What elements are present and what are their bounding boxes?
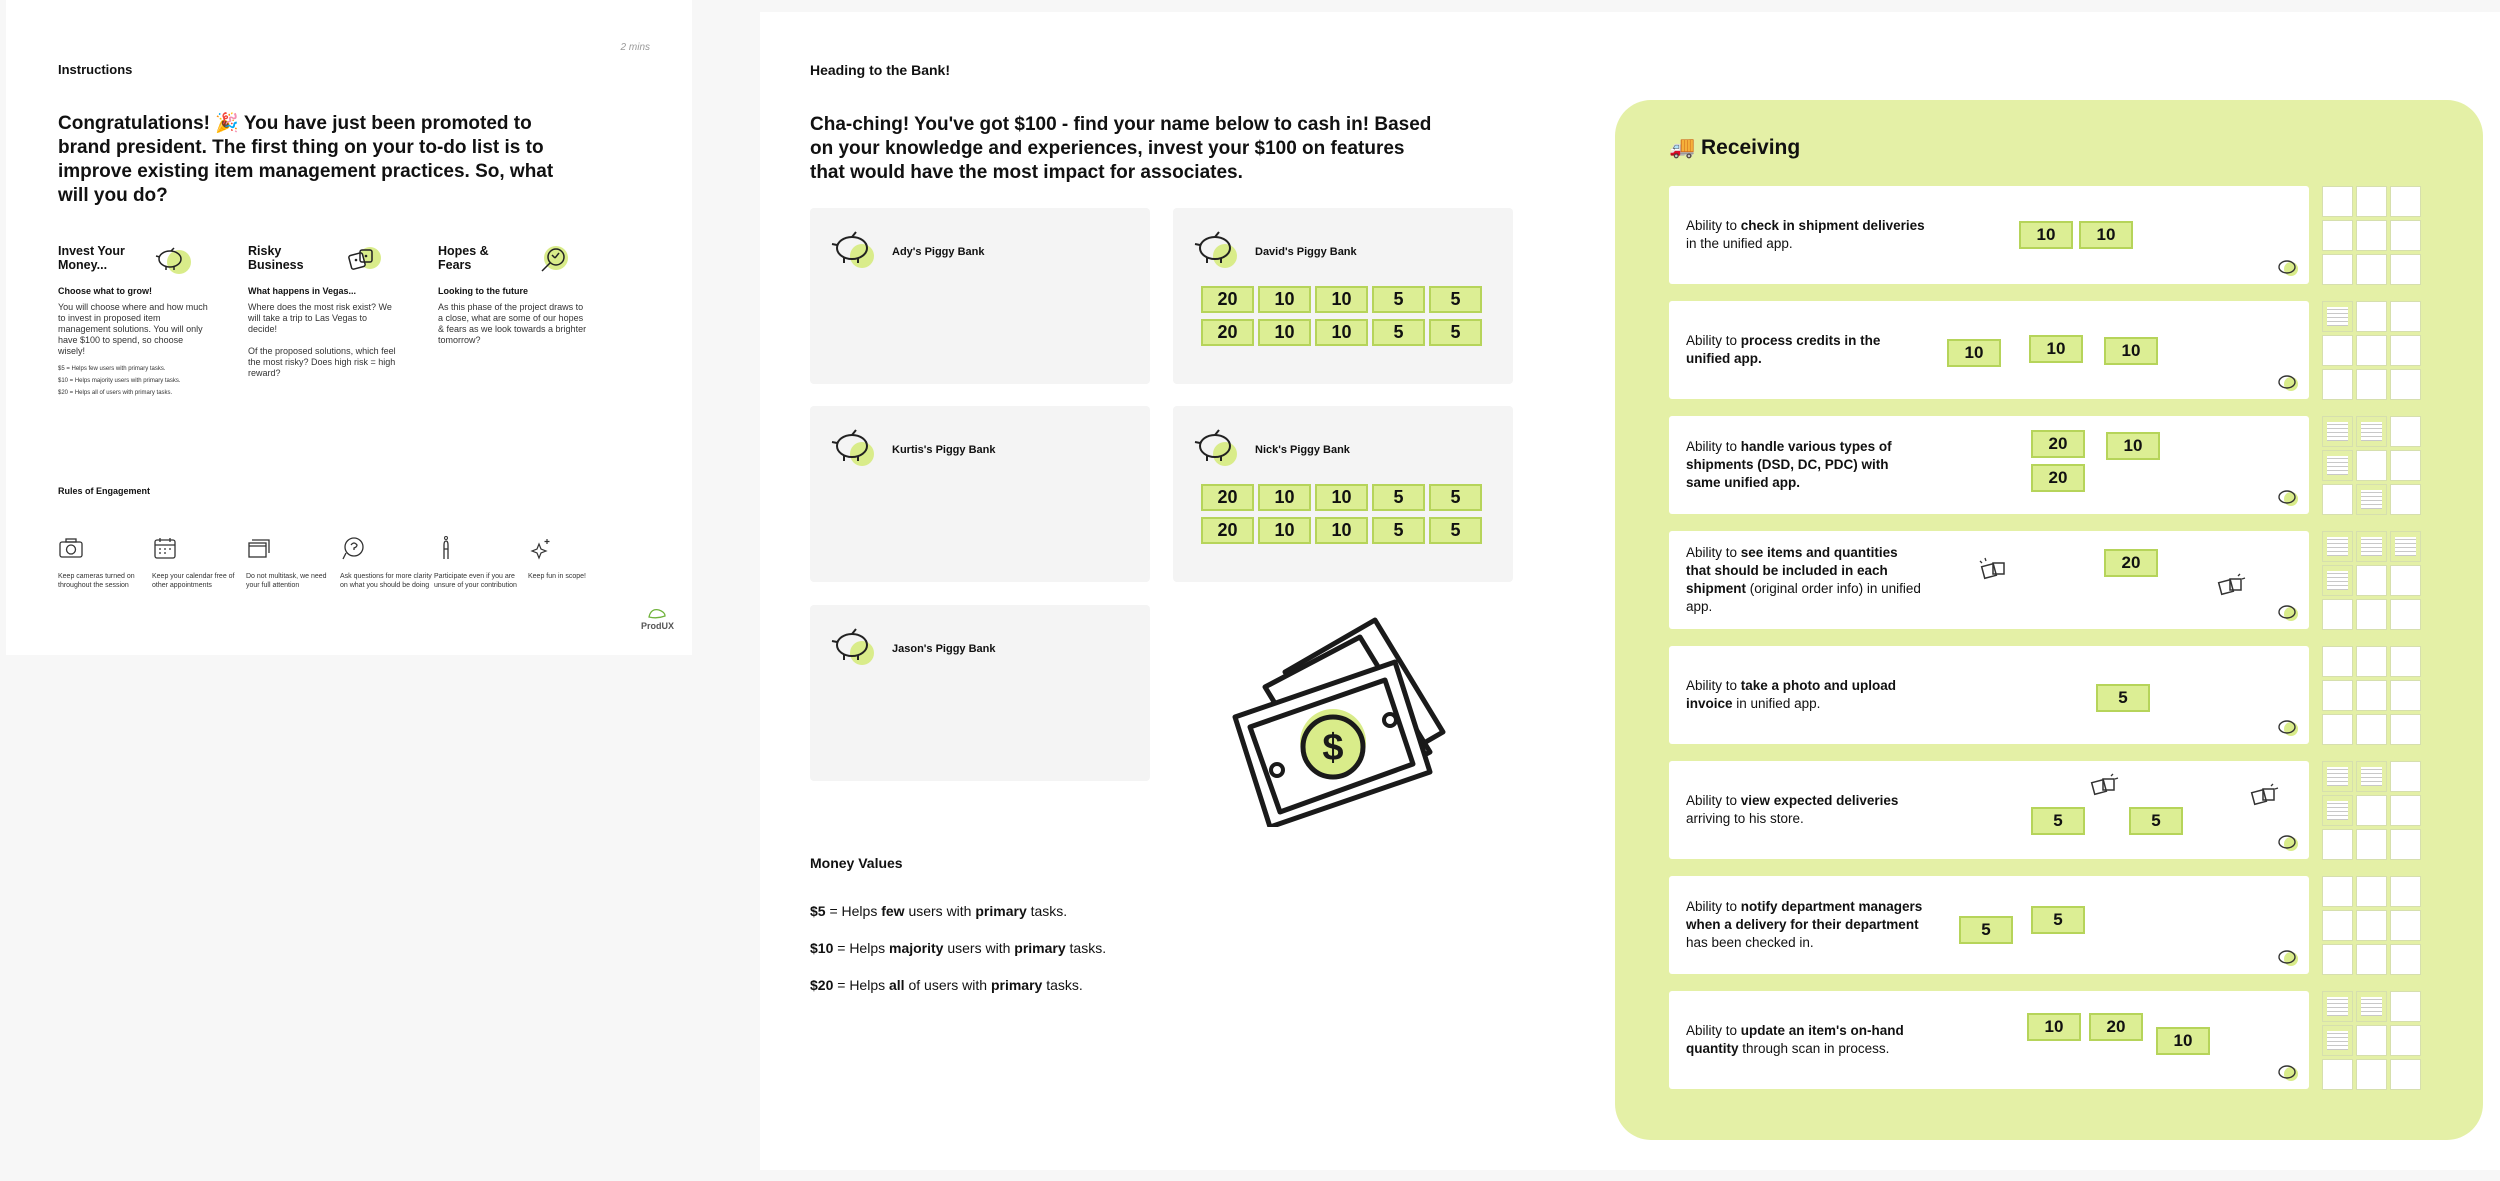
piggy-bank-card[interactable]	[810, 208, 1150, 384]
dice-icon	[2247, 781, 2281, 811]
calendar-icon	[152, 535, 178, 561]
piggy-bank-card[interactable]	[1173, 406, 1513, 582]
piggy-bank-icon	[1191, 426, 1241, 468]
coin-token[interactable]: 5	[1429, 517, 1482, 544]
coin-token[interactable]: 20	[1201, 286, 1254, 313]
piggy-bank-name: Kurtis's Piggy Bank	[892, 444, 996, 456]
column-hopes	[438, 244, 588, 346]
column-heading: Hopes & Fears	[438, 244, 489, 272]
hand-raise-icon	[434, 535, 460, 561]
rule-item	[434, 535, 526, 590]
instructions-frame	[6, 0, 692, 655]
feature-card[interactable]	[1669, 876, 2309, 974]
column-subheading: Looking to the future	[438, 286, 528, 296]
coin-token[interactable]: 10	[1315, 286, 1368, 313]
coin-token[interactable]: 5	[1429, 319, 1482, 346]
sticky-note-grid	[2322, 646, 2421, 745]
piggy-bank-icon	[2275, 716, 2301, 738]
rule-text: Ask questions for more clarity on what you should be doing	[340, 573, 432, 589]
sparkle-icon	[528, 535, 554, 561]
money-token[interactable]: 5	[2031, 906, 2085, 934]
cash-money-icon	[1225, 602, 1455, 827]
coin-token[interactable]: 5	[1429, 286, 1482, 313]
column-note: $5 = Helps few users with primary tasks.	[58, 366, 166, 372]
piggy-bank-icon	[152, 244, 192, 276]
money-token[interactable]: 10	[2079, 221, 2133, 249]
column-note: $20 = Helps all of users with primary tasks.	[58, 390, 173, 396]
coin-grid	[1201, 286, 1486, 346]
money-token[interactable]: 20	[2089, 1013, 2143, 1041]
money-token[interactable]: 10	[2029, 335, 2083, 363]
piggy-bank-name: Jason's Piggy Bank	[892, 643, 996, 655]
money-value-line: $20 = Helps all of users with primary tasks.	[810, 977, 1083, 993]
duration-label: 2 mins	[620, 42, 650, 53]
money-value-line: $10 = Helps majority users with primary tasks.	[810, 940, 1107, 956]
piggy-bank-icon	[2275, 256, 2301, 278]
rules-title: Rules of Engagement	[58, 486, 151, 496]
column-heading: Risky Business	[248, 244, 304, 272]
coin-token[interactable]: 5	[1372, 286, 1425, 313]
money-token[interactable]: 10	[2106, 432, 2160, 460]
money-token[interactable]: 5	[2129, 807, 2183, 835]
money-token[interactable]: 20	[2031, 464, 2085, 492]
piggy-bank-card[interactable]	[810, 605, 1150, 781]
sticky-note-grid	[2322, 876, 2421, 975]
money-token[interactable]: 10	[2019, 221, 2073, 249]
feature-card[interactable]	[1669, 991, 2309, 1089]
coin-token[interactable]: 10	[1258, 319, 1311, 346]
money-values-title: Money Values	[810, 855, 903, 871]
piggy-bank-icon	[2275, 601, 2301, 623]
rule-item	[58, 535, 150, 590]
receiving-board	[1615, 100, 2483, 1140]
piggy-bank-icon	[828, 426, 878, 468]
feature-card[interactable]	[1669, 186, 2309, 284]
money-token[interactable]: 20	[2104, 549, 2158, 577]
piggy-bank-icon	[2275, 371, 2301, 393]
feature-text: Ability to update an item's on-hand quantity through scan in process.	[1686, 1023, 1904, 1056]
feature-text: Ability to handle various types of shipments (DSD, DC, PDC) with same unified app.	[1686, 439, 1892, 490]
feature-card[interactable]	[1669, 531, 2309, 629]
rule-item	[340, 535, 432, 590]
coin-token[interactable]: 5	[1372, 319, 1425, 346]
dice-icon	[342, 244, 382, 276]
instructions-title: Instructions	[58, 62, 133, 77]
coin-token[interactable]: 20	[1201, 319, 1254, 346]
column-body: You will choose where and how much to invest in proposed item management solutions. You will only have $100 to spend, so choose wisely!	[58, 302, 208, 356]
coin-token[interactable]: 10	[1315, 517, 1368, 544]
money-token[interactable]: 5	[2031, 807, 2085, 835]
dice-icon	[1977, 555, 2011, 585]
piggy-bank-name: Nick's Piggy Bank	[1255, 444, 1350, 456]
rule-item	[246, 535, 338, 590]
dice-icon	[2214, 571, 2248, 601]
feature-card[interactable]	[1669, 646, 2309, 744]
piggy-bank-icon	[2275, 486, 2301, 508]
piggy-bank-icon	[1191, 228, 1241, 270]
rule-text: Keep fun in scope!	[528, 573, 586, 580]
coin-grid	[1201, 484, 1486, 544]
coin-token[interactable]: 5	[1372, 484, 1425, 511]
coin-token[interactable]: 20	[1201, 517, 1254, 544]
piggy-bank-card[interactable]	[1173, 208, 1513, 384]
column-body: As this phase of the project draws to a close, what are some of our hopes & fears as we look towards a brighter tomorrow?	[438, 302, 587, 345]
money-token[interactable]: 10	[1947, 339, 2001, 367]
rule-text: Keep cameras turned on throughout the session	[58, 573, 135, 589]
money-token[interactable]: 20	[2031, 430, 2085, 458]
brand-logo: ProdUX	[641, 607, 674, 631]
column-subheading: What happens in Vegas...	[248, 286, 357, 296]
windows-icon	[246, 535, 272, 561]
crystal-ball-icon	[532, 244, 572, 276]
feature-text: Ability to view expected deliveries arriving to his store.	[1686, 793, 1899, 826]
bank-title: Heading to the Bank!	[810, 62, 951, 78]
feature-text: Ability to take a photo and upload invoice in unified app.	[1686, 678, 1897, 711]
column-note: $10 = Helps majority users with primary tasks.	[58, 378, 181, 384]
piggy-bank-icon	[2275, 831, 2301, 853]
coin-token[interactable]: 10	[1258, 484, 1311, 511]
rule-item	[528, 535, 620, 581]
feature-text: Ability to notify department managers when a delivery for their department has been checked in.	[1686, 899, 1923, 950]
column-invest	[58, 244, 208, 398]
dice-icon	[2087, 771, 2121, 801]
rule-text: Keep your calendar free of other appointments	[152, 573, 235, 589]
bank-lead: Cha-ching! You've got $100 - find your name below to cash in! Based on your knowledge and experiences, invest your $100 on features that would have the most impact for associates.	[810, 114, 1432, 183]
money-token[interactable]: 10	[2156, 1027, 2210, 1055]
piggy-bank-icon	[828, 625, 878, 667]
feature-card[interactable]	[1669, 416, 2309, 514]
money-value-line: $5 = Helps few users with primary tasks.	[810, 903, 1068, 919]
coin-token[interactable]: 10	[1315, 319, 1368, 346]
rule-text: Participate even if you are unsure of your contribution	[434, 573, 517, 589]
coin-token[interactable]: 10	[1258, 517, 1311, 544]
sticky-note-grid	[2322, 186, 2421, 285]
camera-icon	[58, 535, 84, 561]
coin-token[interactable]: 5	[1429, 484, 1482, 511]
money-token[interactable]: 10	[2027, 1013, 2081, 1041]
sticky-note-grid	[2322, 416, 2421, 515]
coin-token[interactable]: 10	[1315, 484, 1368, 511]
feature-text: Ability to see items and quantities that should be included in each shipment (original order info) in unified app.	[1686, 545, 1921, 614]
sticky-note-grid	[2322, 301, 2421, 400]
piggy-bank-icon	[828, 228, 878, 270]
feature-text: Ability to check in shipment deliveries in the unified app.	[1686, 218, 1925, 251]
instructions-lead: Congratulations! 🎉 You have just been promoted to brand president. The first thing on your to-do list is to improve existing item management practices. So, what will you do?	[58, 113, 554, 206]
column-risky	[248, 244, 398, 379]
column-body: Where does the most risk exist? We will take a trip to Las Vegas to decide! Of the proposed solutions, which feel the most risky? Does high risk = high reward?	[248, 302, 396, 378]
piggy-bank-icon	[2275, 1061, 2301, 1083]
money-token[interactable]: 5	[2096, 684, 2150, 712]
svg-text:$: $	[1322, 727, 1344, 769]
column-heading: Invest Your Money...	[58, 244, 125, 272]
rule-text: Do not multitask, we need your full attention	[246, 573, 327, 589]
brand-leaf-icon	[645, 607, 669, 619]
piggy-bank-name: Ady's Piggy Bank	[892, 246, 985, 258]
coin-token[interactable]: 5	[1372, 517, 1425, 544]
coin-token[interactable]: 20	[1201, 484, 1254, 511]
sticky-note-grid	[2322, 991, 2421, 1090]
coin-token[interactable]: 10	[1258, 286, 1311, 313]
feature-text: Ability to process credits in the unified app.	[1686, 333, 1881, 366]
money-token[interactable]: 5	[1959, 916, 2013, 944]
feature-card[interactable]	[1669, 761, 2309, 859]
column-subheading: Choose what to grow!	[58, 286, 152, 296]
receiving-title: 🚚 Receiving	[1669, 136, 1801, 159]
piggy-bank-card[interactable]	[810, 406, 1150, 582]
feature-card[interactable]	[1669, 301, 2309, 399]
sticky-note-grid	[2322, 761, 2421, 860]
money-token[interactable]: 10	[2104, 337, 2158, 365]
sticky-note-grid	[2322, 531, 2421, 630]
piggy-bank-icon	[2275, 946, 2301, 968]
question-icon	[340, 535, 366, 561]
rule-item	[152, 535, 244, 590]
piggy-bank-name: David's Piggy Bank	[1255, 246, 1357, 258]
